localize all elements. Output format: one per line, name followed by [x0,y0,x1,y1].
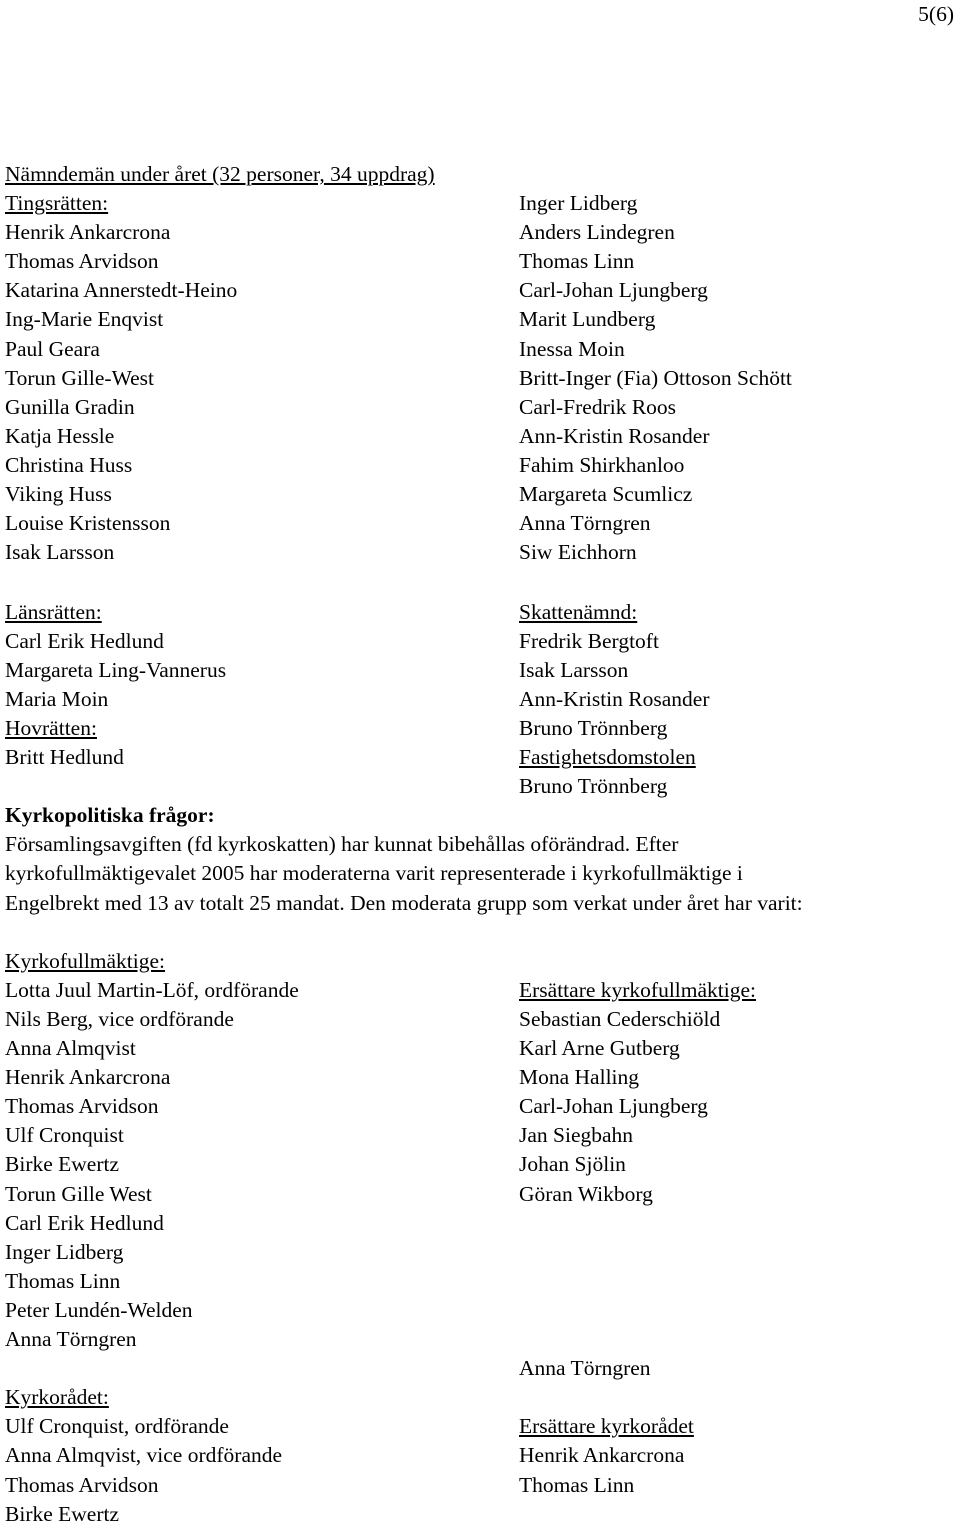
paragraph-line: kyrkofullmäktigevalet 2005 har moderaterna varit representerade i kyrkofullmäktige i [5,861,743,886]
name-line: Louise Kristensson [5,511,171,536]
name-line: Bruno Trönnberg [519,774,668,799]
kyrkoradet-column [5,1383,282,1528]
name-line: Henrik Ankarcrona [5,1065,171,1090]
name-line: Britt-Inger (Fia) Ottoson Schött [519,365,792,390]
name-line: Fredrik Bergtoft [519,628,659,653]
name-line: Jan Siegbahn [519,1123,634,1148]
kyrkoradet-label: Kyrkorådet: [5,1385,109,1410]
name-line: Margareta Scumlicz [519,482,693,507]
name-line: Henrik Ankarcrona [5,220,171,245]
ersattare-kyrkoradet-column [519,1412,694,1499]
name-line: Carl-Johan Ljungberg [519,278,708,303]
name-line: Ing-Marie Enqvist [5,307,164,332]
name-line: Thomas Arvidson [5,1472,159,1497]
name-line: Peter Lundén-Welden [5,1297,193,1322]
name-line: Isak Larsson [519,657,629,682]
name-line: Anna Almqvist [5,1036,136,1061]
name-line: Göran Wikborg [519,1181,653,1206]
paragraph-line: Engelbrekt med 13 av totalt 25 mandat. Den moderata grupp som verkat under året har varit: [5,890,803,915]
name-line: Ann-Kristin Rosander [519,423,710,448]
name-line: Britt Hedlund [5,745,124,770]
tingsratten-label: Tingsrätten: [5,191,109,216]
name-line: Thomas Arvidson [5,1094,159,1119]
name-line: Inger Lidberg [5,1239,124,1264]
ersattare-kyrkofullmaktige-column [519,976,756,1209]
name-line: Carl-Johan Ljungberg [519,1094,708,1119]
name-line: Bruno Trönnberg [519,715,668,740]
name-line: Anna Törngren [519,511,651,536]
name-line: Viking Huss [5,482,112,507]
name-line: Carl Erik Hedlund [5,1210,164,1235]
name-line: Paul Geara [5,336,100,361]
name-line: Fahim Shirkhanloo [519,452,685,477]
lansratten-hovratten-column [5,598,226,773]
kyrkofullmaktige-column [5,947,299,1354]
name-line: Thomas Linn [519,249,635,274]
name-line: Inessa Moin [519,336,625,361]
skattenamnd-column [519,598,710,802]
name-line: Anna Törngren [5,1327,137,1352]
kyrkopolitiska-heading: Kyrkopolitiska frågor: [5,803,215,828]
name-line: Johan Sjölin [519,1152,626,1177]
name-line: Ann-Kristin Rosander [519,686,710,711]
ersattare-kyrkofullmaktige-label: Ersättare kyrkofullmäktige: [519,977,757,1002]
kyrkofullmaktige-label: Kyrkofullmäktige: [5,948,166,973]
name-line: Gunilla Gradin [5,394,135,419]
name-line: Birke Ewertz [5,1501,120,1526]
name-line: Ulf Cronquist, ordförande [5,1414,229,1439]
fastighetsdomstolen-label: Fastighetsdomstolen [519,745,696,770]
tingsratten-left-column [5,160,435,567]
name-line: Thomas Arvidson [5,249,159,274]
name-line: Thomas Linn [519,1472,635,1497]
name-line: Katja Hessle [5,423,115,448]
name-line: Katarina Annerstedt-Heino [5,278,238,303]
name-line: Carl Erik Hedlund [5,628,164,653]
name-line: Isak Larsson [5,540,115,565]
name-line: Karl Arne Gutberg [519,1036,680,1061]
hovratten-label: Hovrätten: [5,715,97,740]
name-line: Siw Eichhorn [519,540,637,565]
kyrkopolitiska-section [5,801,955,917]
name-line: Christina Huss [5,452,133,477]
name-line: Torun Gille-West [5,365,155,390]
name-line: Lotta Juul Martin-Löf, ordförande [5,977,299,1002]
name-line: Henrik Ankarcrona [519,1443,685,1468]
skattenamnd-label: Skattenämnd: [519,599,638,624]
lansratten-label: Länsrätten: [5,599,102,624]
name-line: Margareta Ling-Vannerus [5,657,227,682]
name-line: Torun Gille West [5,1181,152,1206]
name-line: Ulf Cronquist [5,1123,124,1148]
name-line: Mona Halling [519,1065,640,1090]
name-line: Nils Berg, vice ordförande [5,1006,234,1031]
name-line: Carl-Fredrik Roos [519,394,677,419]
name-line: Thomas Linn [5,1268,121,1293]
paragraph-line: Församlingsavgiften (fd kyrkoskatten) har kunnat bibehållas oförändrad. Efter [5,832,679,857]
name-line: Marit Lundberg [519,307,656,332]
ersattare-extra-name: Anna Törngren [519,1356,651,1381]
name-line: Anders Lindegren [519,220,675,245]
page-number: 5(6) [918,2,954,26]
name-line: Birke Ewertz [5,1152,120,1177]
name-line: Inger Lidberg [519,191,638,216]
name-line: Sebastian Cederschiöld [519,1006,721,1031]
ersattare-kyrkoradet-label: Ersättare kyrkorådet [519,1414,694,1439]
name-line: Maria Moin [5,686,109,711]
nämndemän-heading: Nämndemän under året (32 personer, 34 uppdrag) [5,162,435,186]
tingsratten-right-column [519,189,792,567]
name-line: Anna Almqvist, vice ordförande [5,1443,283,1468]
